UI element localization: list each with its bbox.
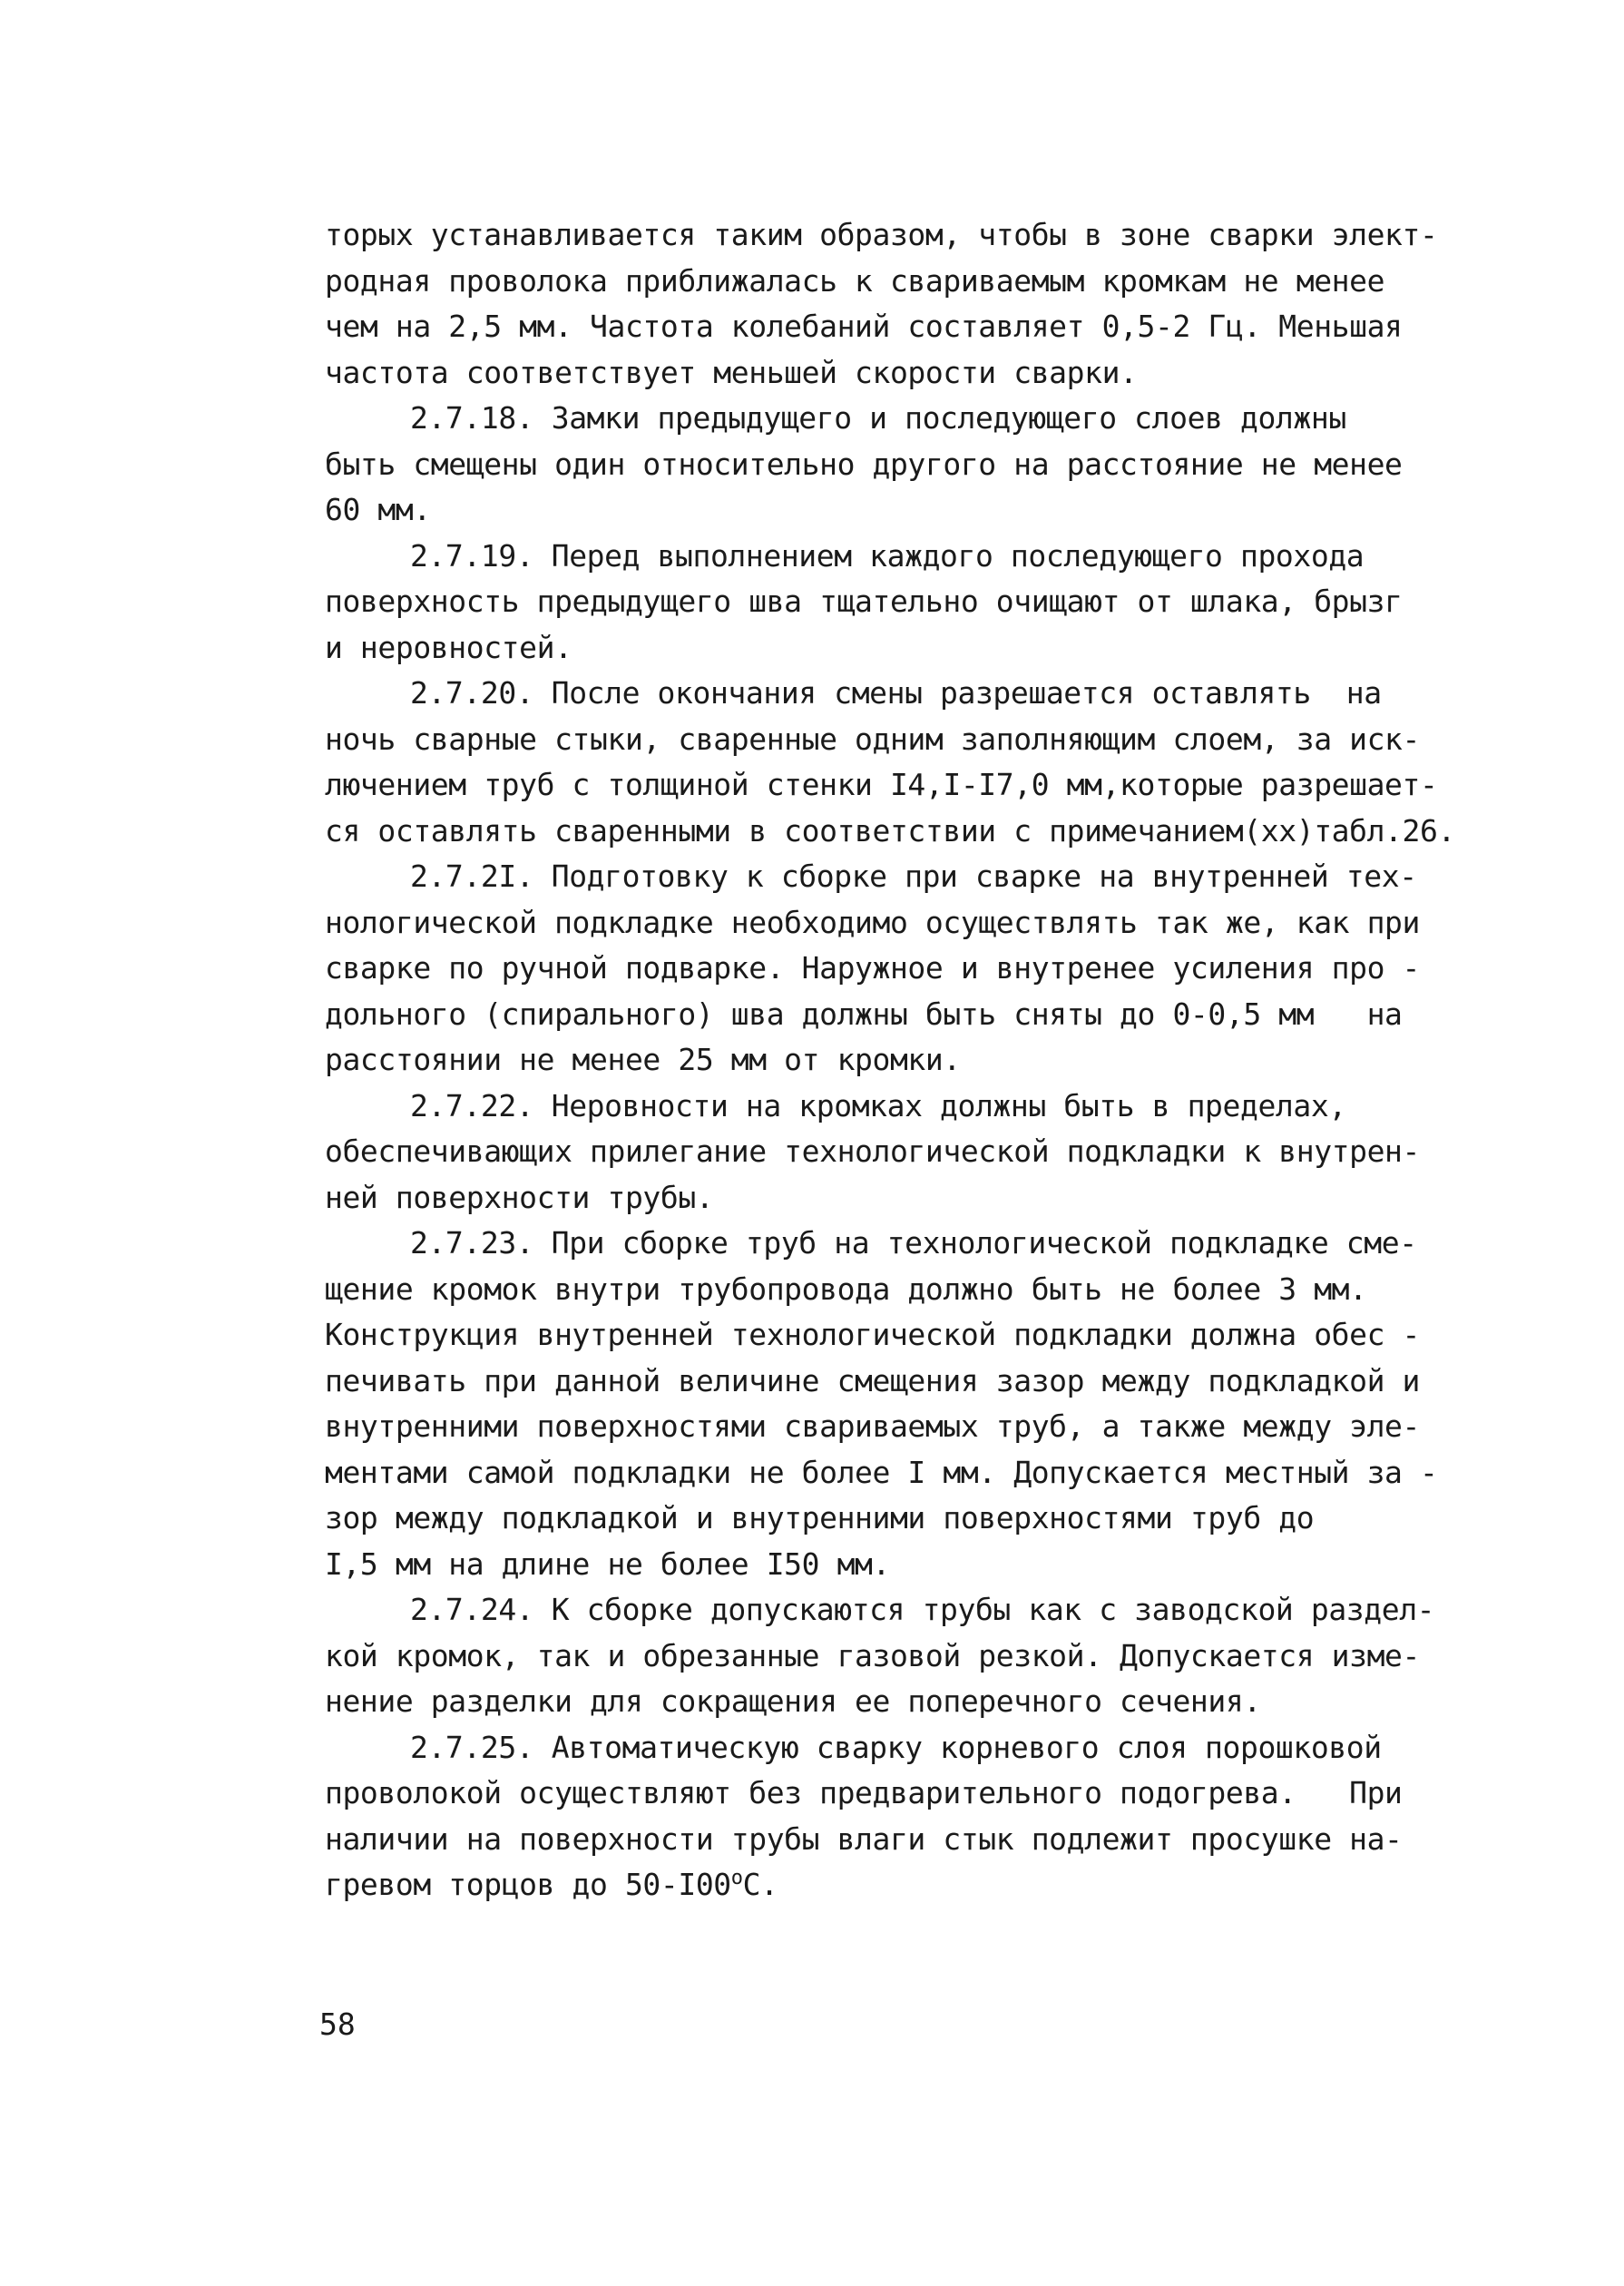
text-line: печивать при данной величине смещения зазор между подкладкой и (325, 1362, 1420, 1398)
text-line: ней поверхности трубы. (325, 1179, 714, 1215)
text-fragment: C. (742, 1867, 778, 1902)
text-line: обеспечивающих прилегание технологической подкладки к внутрен- (325, 1133, 1420, 1169)
paragraph-2-7-20-first-line: 2.7.20. После окончания смены разрешается оставлять на (410, 675, 1382, 711)
text-line: проволокой осуществляют без предварительного подогрева. При (325, 1775, 1403, 1810)
text-line: зор между подкладкой и внутренними поверхностями труб до (325, 1500, 1315, 1535)
text-line: ночь сварные стыки, сваренные одним заполняющим слоем, за иск- (325, 721, 1420, 757)
text-line: частота соответствует меньшей скорости сварки. (325, 354, 1138, 390)
paragraph-2-7-23-first-line: 2.7.23. При сборке труб на технологической подкладке сме- (410, 1225, 1417, 1261)
paragraph-2-7-21-first-line: 2.7.2I. Подготовку к сборке при сварке на внутренней тех- (410, 858, 1417, 894)
text-line: и неровностей. (325, 629, 572, 665)
text-line: внутренними поверхностями свариваемых труб, а также между эле- (325, 1408, 1420, 1444)
text-line: торых устанавливается таким образом, чтобы в зоне сварки элект- (325, 217, 1438, 252)
text-line: наличии на поверхности трубы влаги стык подлежит просушке на- (325, 1820, 1403, 1857)
text-fragment: гревом торцов до 50-I00 (325, 1867, 731, 1902)
text-line: I,5 мм на длине не более I50 мм. (325, 1545, 890, 1582)
text-line: 60 мм. (325, 492, 431, 527)
text-line: нение разделки для сокращения ее поперечного сечения. (325, 1683, 1261, 1719)
paragraph-2-7-24-first-line: 2.7.24. К сборке допускаются трубы как с заводской раздел- (410, 1592, 1435, 1627)
text-line: быть смещены один относительно другого на расстояние не менее (325, 446, 1403, 482)
document-body (325, 212, 1531, 1908)
text-line: лючением труб с толщиной стенки I4,I-I7,0 мм,которые разрешает- (325, 767, 1438, 802)
text-line: щение кромок внутри трубопровода должно быть не более 3 мм. (325, 1271, 1367, 1307)
text-line: поверхность предыдущего шва тщательно очищают от шлака, брызг (325, 584, 1403, 619)
text-line: родная проволока приближалась к свариваемым кромкам не менее (325, 262, 1385, 299)
text-line: чем на 2,5 мм. Частота колебаний составляет 0,5-2 Гц. Меньшая (325, 309, 1403, 344)
text-line: ментами самой подкладки не более I мм. Допускается местный за - (325, 1454, 1438, 1490)
paragraph-2-7-19-first-line: 2.7.19. Перед выполнением каждого последующего прохода (410, 537, 1365, 574)
paragraph-2-7-22-first-line: 2.7.22. Неровности на кромках должны быть в пределах, (410, 1087, 1346, 1123)
text-line: сварке по ручной подварке. Наружное и внутренее усиления про - (325, 950, 1420, 986)
degree-superscript: o (730, 1867, 743, 1889)
text-line-with-superscript (325, 1862, 1531, 1908)
text-line: дольного (спирального) шва должны быть сняты до 0-0,5 мм на (325, 996, 1403, 1032)
text-line: кой кромок, так и обрезанные газовой резкой. Допускается изме- (325, 1637, 1420, 1673)
text-line: нологической подкладке необходимо осуществлять так же, как при (325, 904, 1420, 940)
page-number: 58 (319, 2006, 356, 2042)
text-line: расстоянии не менее 25 мм от кромки. (325, 1042, 961, 1077)
paragraph-2-7-25-first-line: 2.7.25. Автоматическую сварку корневого слоя порошковой (410, 1729, 1382, 1765)
text-line: Конструкция внутренней технологической подкладки должна обес - (325, 1317, 1420, 1352)
paragraph-2-7-18-first-line: 2.7.18. Замки предыдущего и последующего слоев должны (410, 400, 1346, 436)
text-line: ся оставлять сваренными в соответствии с примечанием(хх)табл.26. (325, 812, 1455, 849)
